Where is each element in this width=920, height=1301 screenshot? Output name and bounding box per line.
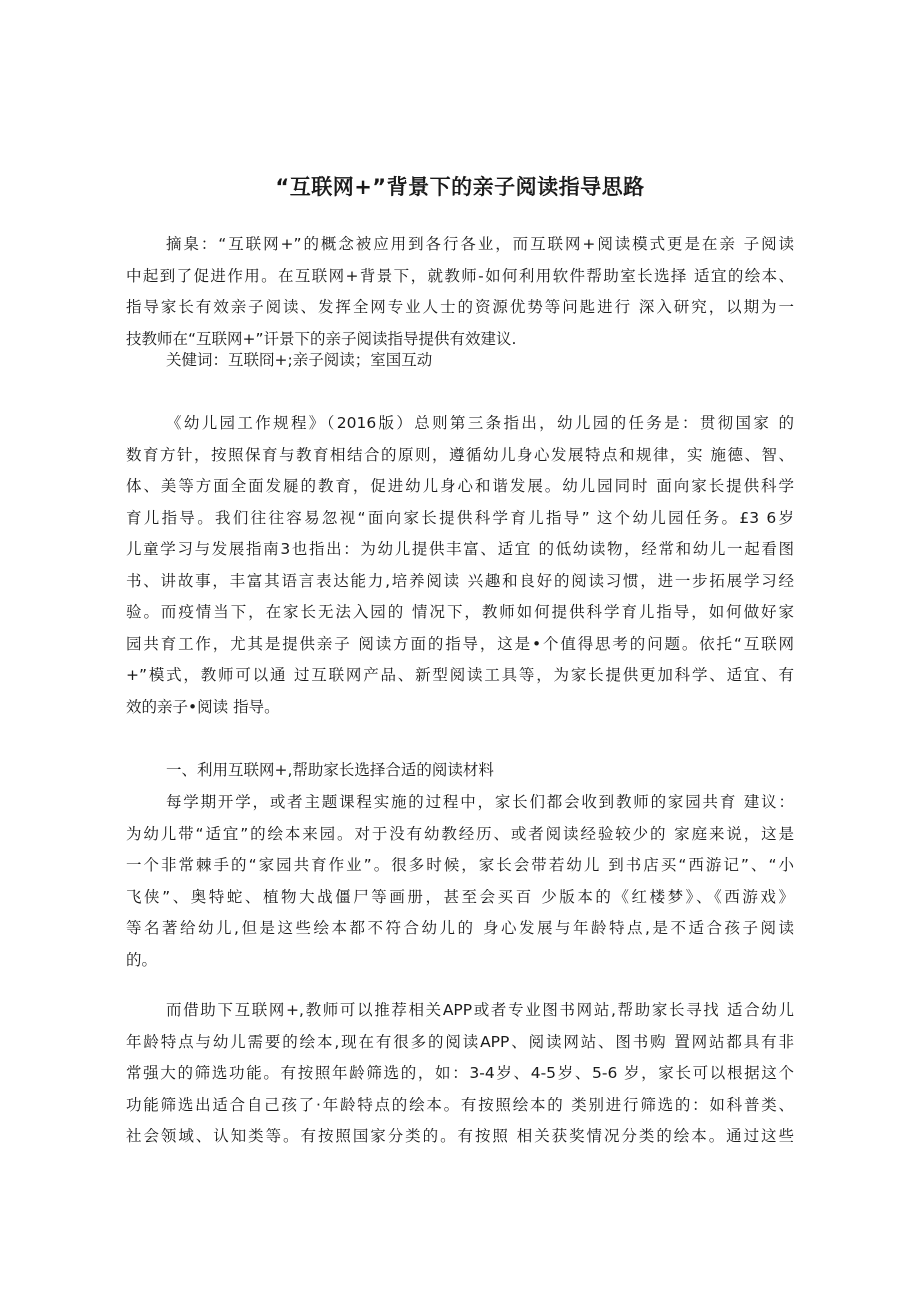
paragraph-line: 等名著给幼儿,但是这些绘本都不符合幼儿的 身心发展与年龄特点,是不适合孩子阅读 <box>126 919 794 937</box>
abstract-line: 中起到了促进作用。在互联网+背景下，就教师-如何利用软件帮助室长选择 适宜的绘本、 <box>126 266 794 285</box>
abstract-section <box>126 229 794 355</box>
paragraph-line: 一个非常棘手的“家园共育作业”。很多时候，家长会带若幼儿 到书店买“西游记”、“小 <box>126 856 794 874</box>
paragraph-line: +”模式，教师可以通 过互联网产品、新型阅读工具等，为家长提供更加科学、适宜、有 <box>126 666 794 684</box>
paragraph-line: 每学期开学，或者主题课程实施的过程中，家长们都会收到教师的家园共育 建议： <box>166 793 794 811</box>
paragraph-line: 社会领域、认知类等。有按照国家分类的。有按照 相关获奖情况分类的绘本。通过这些 <box>126 1127 794 1145</box>
paragraph-line: 年龄特点与幼儿需要的绘本,现在有很多的阅读APP、阅读网站、图书购 置网站都具有非 <box>126 1032 794 1051</box>
paragraph-line: 书、讲故事，丰富其语言表达能力,培养阅读 兴趣和良好的阅读习惯，进一步拓展学习经 <box>126 571 794 590</box>
paragraph-line: 的。 <box>126 950 158 969</box>
paragraph-line: 验。而疫情当下，在家长无法入园的 情况下，教师如何提供科学育儿指导，如何做好家 <box>126 603 794 621</box>
paragraph-line: 飞侠”、奥特蛇、植物大战僵尸等画册，甚至会买百 少版本的《红楼梦》、《西游戏》 <box>126 887 794 906</box>
keywords-section <box>126 345 794 377</box>
abstract-line: 技教师在“互联网+”讦景下的亲子阅读指导提供有效建议. <box>126 329 517 348</box>
paragraph-line: 效的亲子•阅读 指导。 <box>126 697 280 716</box>
document-title: “互联网+”背景下的亲子阅读指导思路 <box>275 175 645 199</box>
section-heading-1 <box>126 755 794 787</box>
paragraph-line: 园共育工作，尤其是提供亲子 阅读方面的指导，这是•个值得思考的问题。依托“互联网 <box>126 634 794 653</box>
paragraph-3 <box>126 995 794 1153</box>
paragraph-line: 为幼儿带“适宜”的绘本来园。对于没有幼教经历、或者阅读经验较少的 家庭来说，这是 <box>126 824 794 843</box>
abstract-line: 摘臬：“互联网+”的概念被应用到各行各业，而互联网+阅读模式更是在亲 子阅读 <box>166 235 794 253</box>
paragraph-line: 常强大的筛选功能。有按照年龄筛选的，如：3-4岁、4-5岁、5-6 岁，家长可以根据这个 <box>126 1064 794 1082</box>
abstract-line: 指导家长有效亲子阅读、发挥全网专业人士的资源优势等问匙进行 深入研究，以期为一 <box>126 298 794 316</box>
paragraph-line: 功能筛选出适合自己孩了·年龄特点的绘本。有按照绘本的 类别进行筛选的：如科普类、 <box>126 1095 794 1114</box>
paragraph-line: 体、美等方面全面发屣的教育，促进幼儿身心和谐发展。幼儿园同时 面向家长提供科学 <box>126 477 794 495</box>
paragraph-line: 儿童学习与发展指南3也指出：为幼儿提供丰富、适宜 的低幼读物，经常和幼儿一起看图 <box>126 540 794 558</box>
paragraph-line: 育儿指导。我们往往容易忽视“面向家长提供科学育儿指导” 这个幼儿园任务。£3 6岁 <box>126 508 794 527</box>
keywords-line: 关健词：互联冏+;亲子阅读；室国互动 <box>166 351 433 369</box>
section-heading-text: 一、利用互联网+,帮助家长选择合适的阅读材料 <box>166 761 494 779</box>
paragraph-line: 数育方针，按照保育与教育相结合的原则，遵循幼儿身心发展特点和规律，实 施德、智、 <box>126 445 794 464</box>
paragraph-line: 《幼儿园工作规程》（2016版）总则第三条指出，幼儿园的任务是：贯彻国家 的 <box>166 414 794 432</box>
paragraph-2 <box>126 787 794 976</box>
paragraph-1 <box>126 408 794 723</box>
paragraph-line: 而借助下互联网+,教师可以推荐相关APP或者专业图书网站,帮助家长寻找 适合幼儿 <box>166 1001 794 1019</box>
